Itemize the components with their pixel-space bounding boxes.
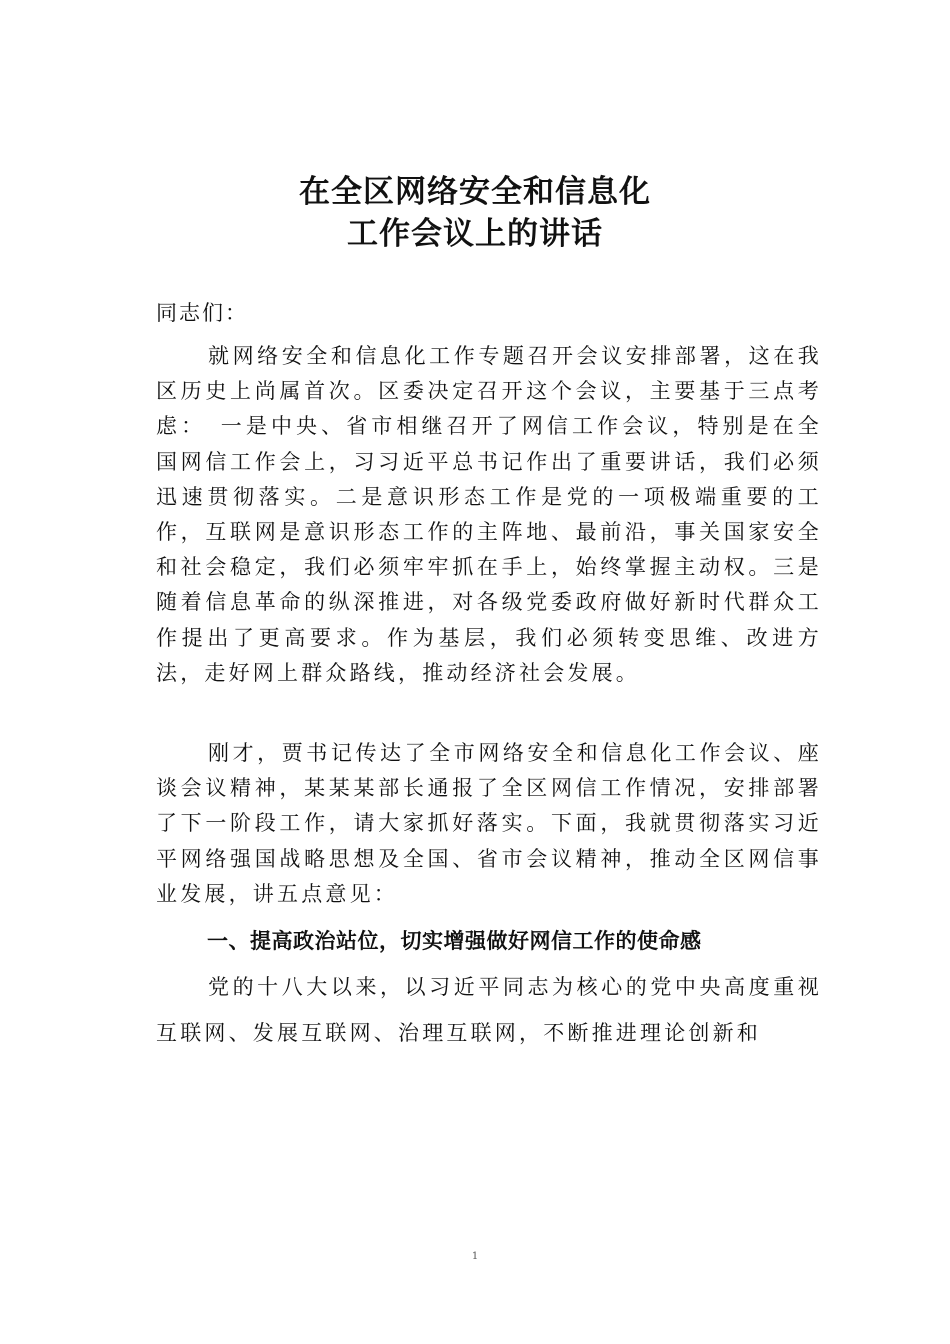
section-heading: 一、提高政治站位，切实增强做好网信工作的使命感 — [207, 929, 702, 953]
body-paragraph-3: 党的十八大以来，以习近平同志为核心的党中央高度重视互联网、发展互联网、治理互联网，不断推进理论创新和 — [156, 975, 822, 1045]
document-title-line-1: 在全区网络安全和信息化 — [299, 174, 651, 210]
page-number: 1 — [471, 1251, 479, 1262]
body-paragraph-1: 就网络安全和信息化工作专题召开会议安排部署，这在我区历史上尚属首次。区委决定召开这个会议，主要基于三点考虑： 一是中央、省市相继召开了网信工作会议，特别是在全国网信工作会上，习习近平总书记作出了重要讲话，我们必须迅速贯彻落实。二是意识形态工作是党的一项极端重要的工作，互联网是意识形态工作的主阵地、最前沿，事关国家安全和社会稳定，我们必须牢牢抓在手上，始终掌握主动权。三是随着信息革命的纵深推进，对各级党委政府做好新时代群众工作提出了更高要求。作为基层，我们必须转变思维、改进方法，走好网上群众路线，推动经济社会发展。 — [156, 344, 822, 685]
body-paragraph-2: 刚才，贾书记传达了全市网络安全和信息化工作会议、座谈会议精神，某某某部长通报了全区网信工作情况，安排部署了下一阶段工作，请大家抓好落实。下面，我就贯彻落实习近平网络强国战略思想及全国、省市会议精神，推动全区网信事业发展，讲五点意见： — [156, 741, 822, 906]
salutation: 同志们： — [156, 301, 248, 325]
document-title-line-2: 工作会议上的讲话 — [347, 216, 603, 252]
